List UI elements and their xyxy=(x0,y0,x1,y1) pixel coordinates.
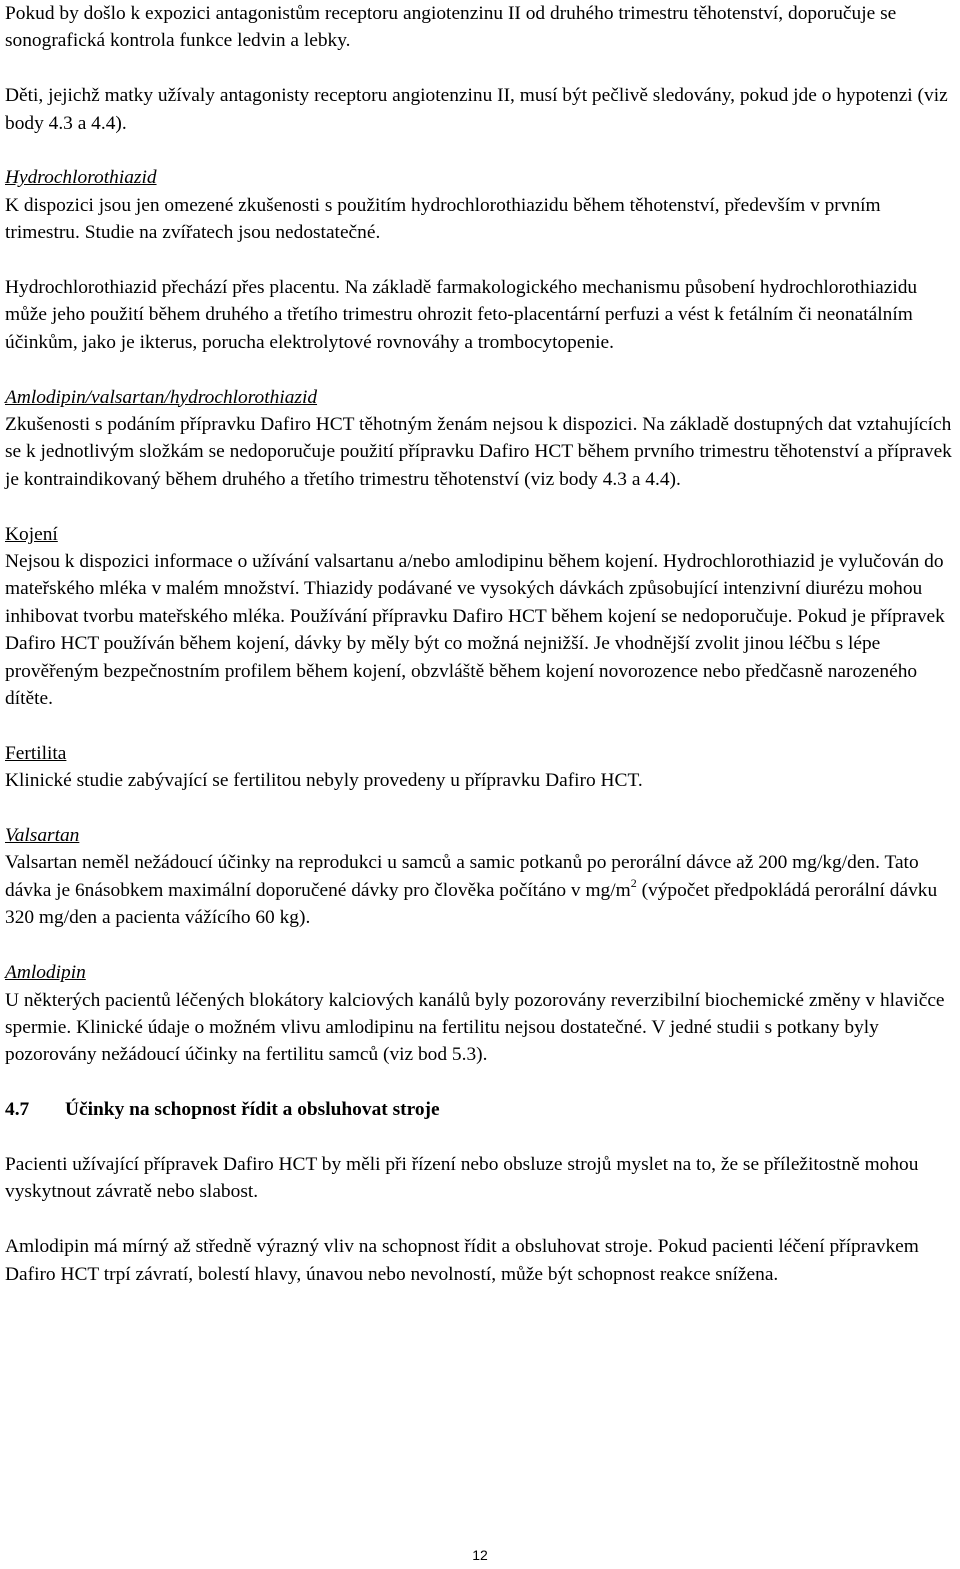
subheading-amlodipine: Amlodipin xyxy=(5,962,86,984)
paragraph-combination-pregnancy: Zkušenosti s podáním přípravku Dafiro HCT těhotným ženám nejsou k dispozici. Na základě dostupných dat vztahujících se k jednotlivým složkám se nedoporučuje použití přípravku Dafiro HCT během prvního trimestru těhotenství a přípravek je kontraindikovaný během druhého a třetího trimestru těhotenství (viz body 4.3 a 4.4). xyxy=(5,414,952,490)
subheading-fertility: Fertilita xyxy=(5,742,67,764)
paragraph-driving-amlodipine: Amlodipin má mírný až středně výrazný vliv na schopnost řídit a obsluhovat stroje. Pokud pacienti léčení přípravkem Dafiro HCT trpí závratí, bolestí hlavy, únavou nebo nevolností, může být schopnost reakce snížena. xyxy=(5,1236,919,1285)
subheading-valsartan: Valsartan xyxy=(5,825,80,847)
page-number: 12 xyxy=(472,1547,488,1563)
section-title: Účinky na schopnost řídit a obsluhovat stroje xyxy=(65,1099,440,1121)
section-heading-4-7 xyxy=(5,1096,953,1123)
subheading-hydrochlorothiazide: Hydrochlorothiazid xyxy=(5,167,157,189)
document-page xyxy=(5,0,953,1288)
valsartan-text-tail: (výpočet předpokládá perorální dávku 320 mg/den a pacienta vážícího 60 kg). xyxy=(5,879,938,929)
paragraph-breastfeeding: Nejsou k dispozici informace o užívání valsartanu a/nebo amlodipinu během kojení. Hydrochlorothiazid je vylučován do mateřského mléka v malém množství. Thiazidy podávané ve vysokých dávkách způsobující intenzivní diurézu mohou inhibovat tvorbu mateřského mléka. Používání přípravku Dafiro HCT během kojení se nedoporučuje. Pokud je přípravek Dafiro HCT používán během kojení, dávky by měly být co možná nejnižší. Je vhodnější zvolit jinou léčbu s lépe prověřeným bezpečnostním profilem během kojení, obzvláště během kojení novorozence nebo předčasně narozeného dítěte. xyxy=(5,551,945,710)
paragraph-children-hypotension: Děti, jejichž matky užívaly antagonisty receptoru angiotenzinu II, musí být pečlivě sledovány, pokud jde o hypotenzi (viz body 4.3 a 4.4). xyxy=(5,85,948,134)
paragraph-amlodipine-fertility: U některých pacientů léčených blokátory kalciových kanálů byly pozorovány reverzibilní biochemické změny v hlavičce spermie. Klinické údaje o možném vlivu amlodipinu na fertilitu nejsou dostatečné. V jedné studii s potkany byly pozorovány nežádoucí účinky na fertilitu samců (viz bod 5.3). xyxy=(5,989,945,1066)
paragraph-hctz-experience: K dispozici jsou jen omezené zkušenosti s použitím hydrochlorothiazidu během těhotenství, především v prvním trimestru. Studie na zvířatech jsou nedostatečné. xyxy=(5,194,881,244)
paragraph-driving-dizziness: Pacienti užívající přípravek Dafiro HCT by měli při řízení nebo obsluze strojů myslet na to, že se příležitostně mohou vyskytnout závratě nebo slabost. xyxy=(5,1153,919,1203)
superscript-two: 2 xyxy=(630,875,637,890)
paragraph-exposure-monitoring: Pokud by došlo k expozici antagonistům receptoru angiotenzinu II od druhého trimestru těhotenství, doporučuje se sonografická kontrola funkce ledvin a lebky. xyxy=(5,3,897,52)
valsartan-text-main: Valsartan neměl nežádoucí účinky na reprodukci u samců a samic potkanů po perorální dávce až 200 mg/kg/den. Tato dávka je 6násobkem maximální doporučené dávky pro člověka počítáno v mg/m xyxy=(5,852,919,901)
subheading-combination: Amlodipin/valsartan/hydrochlorothiazid xyxy=(5,386,318,408)
paragraph-fertility-studies: Klinické studie zabývající se fertilitou nebyly provedeny u přípravku Dafiro HCT. xyxy=(5,770,643,792)
paragraph-valsartan-reproduction xyxy=(5,849,953,931)
section-number: 4.7 xyxy=(5,1099,30,1121)
subheading-breastfeeding: Kojení xyxy=(5,523,58,545)
paragraph-hctz-placenta: Hydrochlorothiazid přechází přes placentu. Na základě farmakologického mechanismu působení hydrochlorothiazidu může jeho použití během druhého a třetího trimestru ohrozit feto-placentární perfuzi a vést k fetálním či neonatálním účinkům, jako je ikterus, porucha elektrolytové rovnováhy a trombocytopenie. xyxy=(5,277,918,353)
